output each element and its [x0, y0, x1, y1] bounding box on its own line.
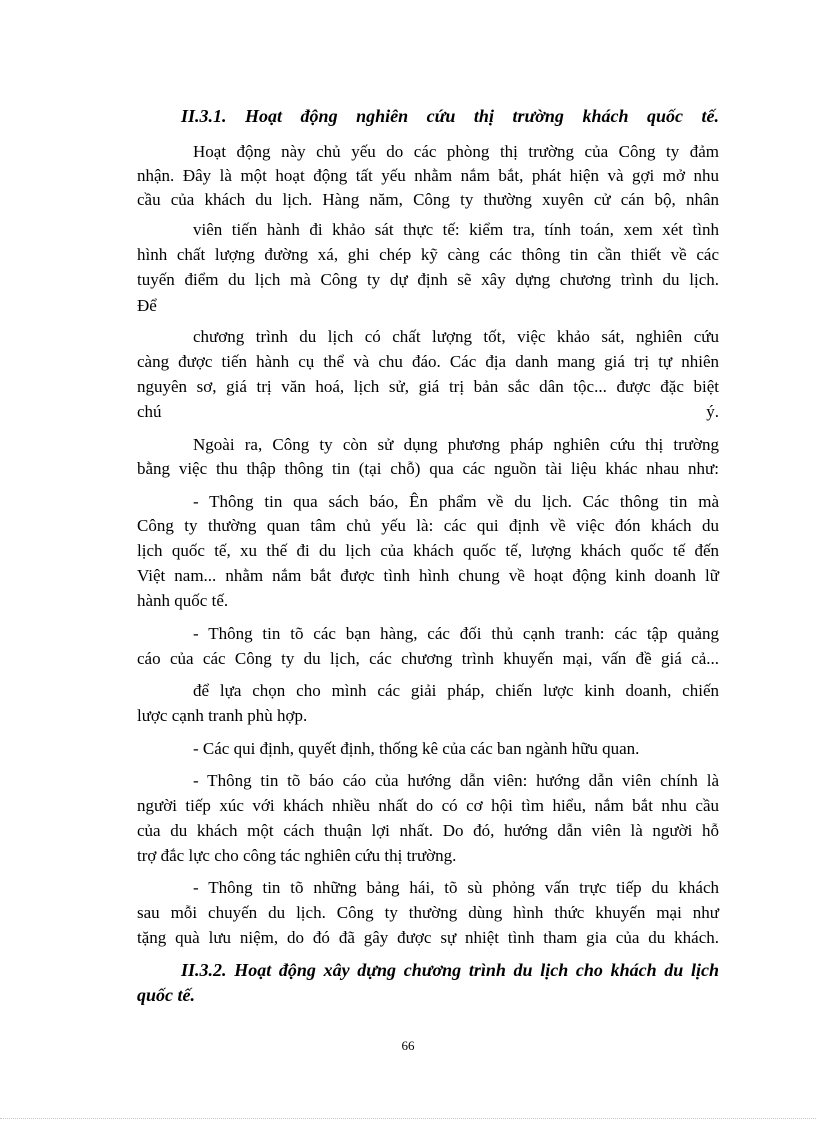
paragraph-line: lược cạnh tranh phù hợp. [137, 706, 308, 725]
page-bottom-divider [0, 1118, 816, 1119]
section-heading-ii-3-2-cont: quốc tế. [137, 985, 195, 1005]
paragraph-line: viên tiến hành đi khảo sát thực tế: kiểm tra, tính toán, xem xét tình [193, 220, 719, 239]
paragraph-line: Để [137, 296, 157, 315]
paragraph-line: bằng việc thu thập thông tin (tại chỗ) qua các nguồn tài liệu khác nhau như: [137, 459, 719, 478]
paragraph-line: sau mỗi chuyến du lịch. Công ty thường dùng hình thức khuyến mại như [137, 903, 719, 922]
paragraph-line: cầu của khách du lịch. Hàng năm, Công ty thường xuyên cử cán bộ, nhân [137, 190, 719, 209]
paragraph-line: Công ty thường quan tâm chủ yếu là: các qui định về việc đón khách du [137, 516, 719, 535]
paragraph-line: của du khách một cách thuận lợi nhất. Do đó, hướng dẫn viên là người hỗ [137, 821, 719, 840]
paragraph-line: hành quốc tế. [137, 591, 229, 610]
paragraph-line: chương trình du lịch có chất lượng tốt, việc khảo sát, nghiên cứu [193, 327, 719, 346]
paragraph-line: tuyến điểm du lịch mà Công ty dự định sẽ xây dựng chương trình du lịch. [137, 270, 719, 289]
paragraph-line: nguyên sơ, giá trị văn hoá, lịch sử, giá trị bản sắc dân tộc... được đặc biệt [137, 377, 719, 396]
paragraph-line: - Thông tin tõ những bảng hái, tõ sù phỏng vấn trực tiếp du khách [193, 878, 719, 897]
section-heading-ii-3-1: II.3.1. Hoạt động nghiên cứu thị trường khách quốc tế. [181, 106, 719, 126]
paragraph-line: càng được tiến hành cụ thể và chu đáo. Các địa danh mang giá trị tự nhiên [137, 352, 719, 371]
paragraph-line: - Thông tin tõ báo cáo của hướng dẫn viên: hướng dẫn viên chính là [193, 771, 719, 790]
paragraph-line: Ngoài ra, Công ty còn sử dụng phương pháp nghiên cứu thị trường [193, 435, 719, 454]
paragraph-line: Hoạt động này chủ yếu do các phòng thị trường của Công ty đảm [193, 142, 719, 161]
section-heading-ii-3-2: II.3.2. Hoạt động xây dựng chương trình du lịch cho khách du lịch [181, 960, 719, 980]
paragraph-line: hình chất lượng đường xá, ghi chép kỹ càng các thông tin cần thiết về các [137, 245, 719, 264]
paragraph-line: trợ đắc lực cho công tác nghiên cứu thị trường. [137, 846, 457, 865]
paragraph-line: nhận. Đây là một hoạt động tất yếu nhằm nắm bắt, phát hiện và gợi mở nhu [137, 166, 719, 185]
paragraph-line: ý. [706, 402, 719, 421]
paragraph-line: để lựa chọn cho mình các giải pháp, chiến lược kinh doanh, chiến [193, 681, 719, 700]
page-number: 66 [401, 1038, 415, 1053]
paragraph-line: tặng quà lưu niệm, do đó đã gây được sự nhiệt tình tham gia của du khách. [137, 928, 719, 947]
paragraph-line: Việt nam... nhằm nắm bắt được tình hình chung về hoạt động kinh doanh lữ [137, 566, 719, 585]
paragraph-line: - Các qui định, quyết định, thống kê của các ban ngành hữu quan. [193, 739, 640, 758]
paragraph-line: cáo của các Công ty du lịch, các chương trình khuyến mại, vấn đề giá cả... [137, 649, 719, 668]
paragraph-line: - Thông tin qua sách báo, Ên phẩm về du lịch. Các thông tin mà [193, 492, 719, 511]
paragraph-line: chú [137, 402, 162, 421]
paragraph-line: - Thông tin tõ các bạn hàng, các đối thủ cạnh tranh: các tập quảng [193, 624, 719, 643]
paragraph-line: người tiếp xúc với khách nhiều nhất do có cơ hội tìm hiểu, nắm bắt nhu cầu [137, 796, 719, 815]
paragraph-line: lịch quốc tế, xu thế đi du lịch của khách quốc tế, lượng khách quốc tế đến [137, 541, 719, 560]
